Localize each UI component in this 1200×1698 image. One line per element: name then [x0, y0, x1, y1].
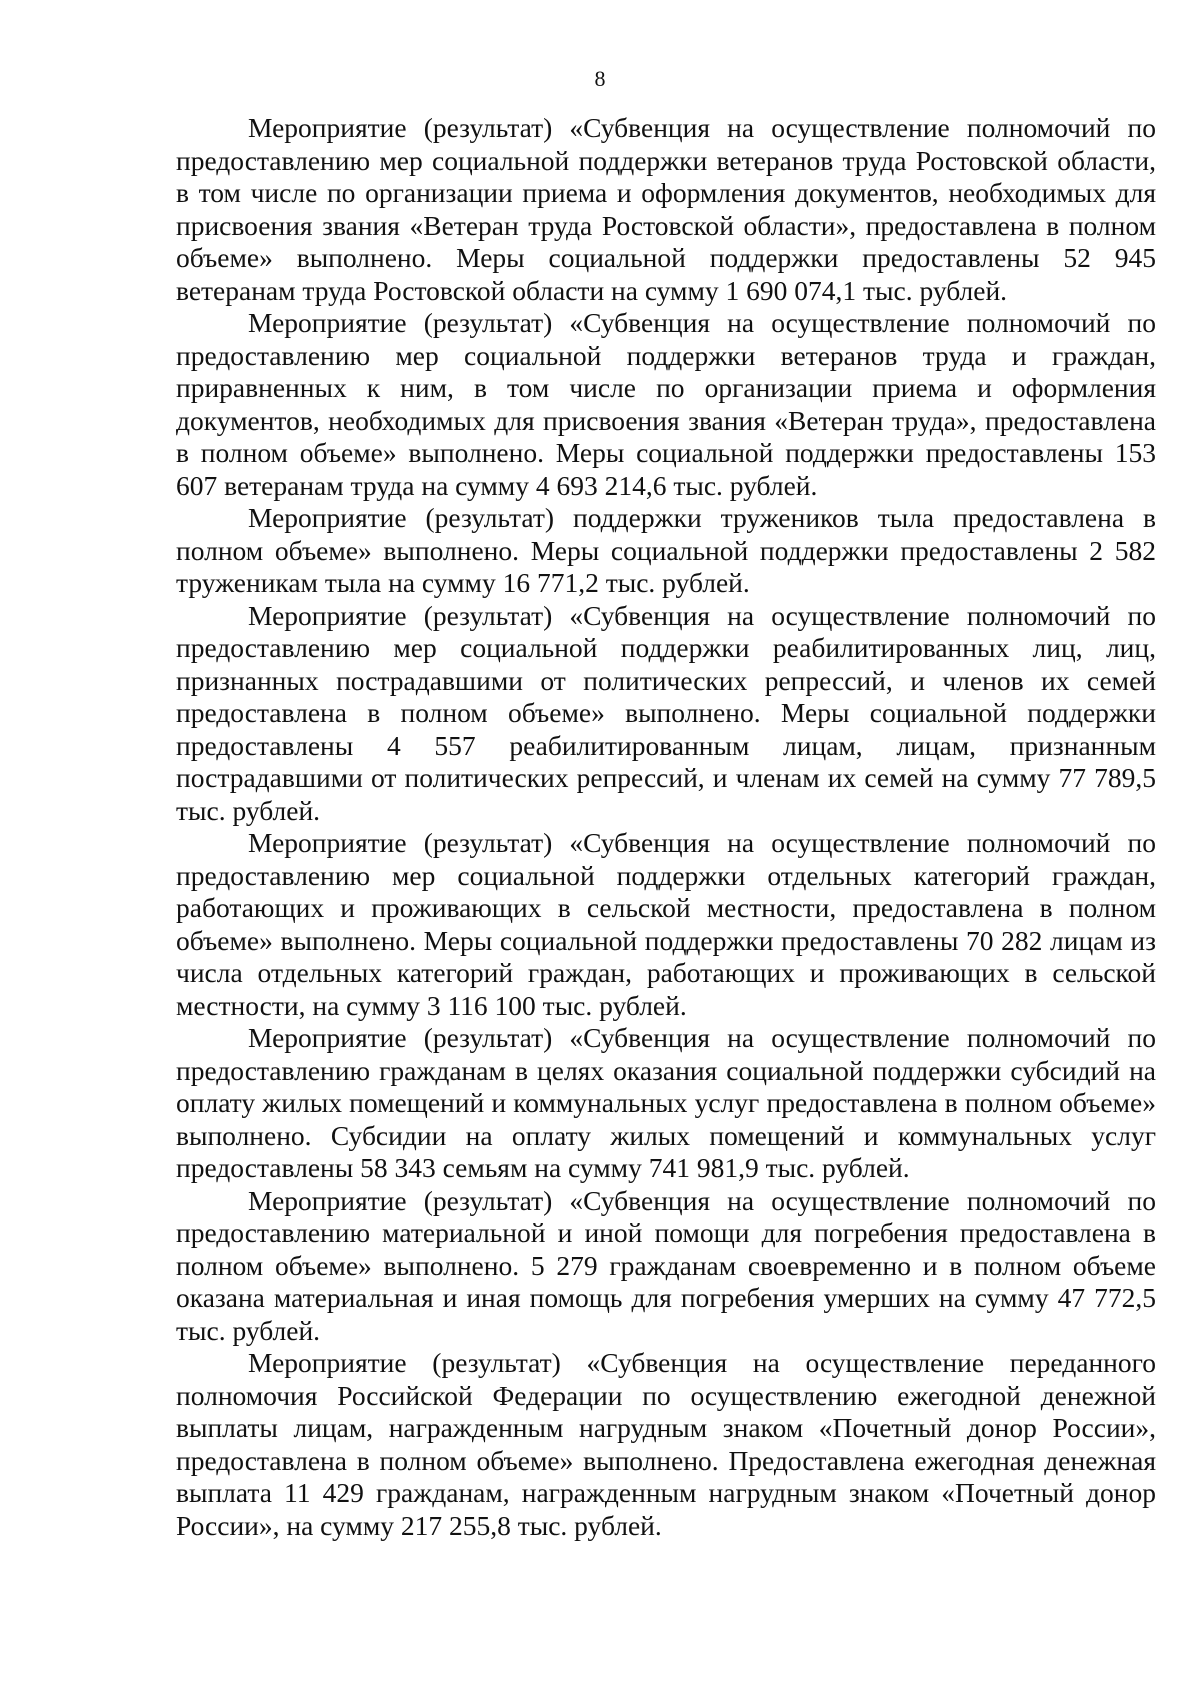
page-number: 8: [594, 66, 606, 91]
paragraph-home-front-workers: Мероприятие (результат) поддержки тружеников тыла предоставлена в полном объеме» выполнено. Меры социальной поддержки предоставлены 2 582 труженикам тыла на сумму 16 771,2 тыс. рублей.: [176, 502, 1156, 598]
paragraph-veterans-labor: Мероприятие (результат) «Субвенция на осуществление полномочий по предоставлению мер социальной поддержки ветеранов труда и граждан, приравненных к ним, в том числе по организации приема и оформления документов, необходимых для присвоения звания «Ветеран труда», предоставлена в полном объеме» выполнено. Меры социальной поддержки предоставлены 153 607 ветеранам труда на сумму 4 693 214,6 тыс. рублей.: [176, 307, 1156, 501]
paragraph-burial-assistance: Мероприятие (результат) «Субвенция на осуществление полномочий по предоставлению материальной и иной помощи для погребения предоставлена в полном объеме» выполнено. 5 279 гражданам своевременно и в полном объеме оказана материальная и иная помощь для погребения умерших на сумму 47 772,5 тыс. рублей.: [176, 1184, 1156, 1346]
paragraph-veterans-rostov: Мероприятие (результат) «Субвенция на осуществление полномочий по предоставлению мер социальной поддержки ветеранов труда Ростовской области, в том числе по организации приема и оформления документов, необходимых для присвоения звания «Ветеран труда Ростовской области», предоставлена в полном объеме» выполнено. Меры социальной поддержки предоставлены 52 945 ветеранам труда Ростовской области на сумму 1 690 074,1 тыс. рублей.: [176, 112, 1156, 306]
paragraph-rehabilitated-persons: Мероприятие (результат) «Субвенция на осуществление полномочий по предоставлению мер социальной поддержки реабилитированных лиц, лиц, признанных пострадавшими от политических репрессий, и членов их семей предоставлена в полном объеме» выполнено. Меры социальной поддержки предоставлены 4 557 реабилитированным лицам, лицам, признанным пострадавшими от политических репрессий, и членам их семей на сумму 77 789,5 тыс. рублей.: [176, 599, 1156, 826]
document-body: [176, 112, 1156, 1542]
paragraph-housing-subsidies: Мероприятие (результат) «Субвенция на осуществление полномочий по предоставлению гражданам в целях оказания социальной поддержки субсидий на оплату жилых помещений и коммунальных услуг предоставлена в полном объеме» выполнено. Субсидии на оплату жилых помещений и коммунальных услуг предоставлены 58 343 семьям на сумму 741 981,9 тыс. рублей.: [176, 1022, 1156, 1183]
paragraph-honorary-donor: Мероприятие (результат) «Субвенция на осуществление переданного полномочия Российской Федерации по осуществлению ежегодной денежной выплаты лицам, награжденным нагрудным знаком «Почетный донор России», предоставлена в полном объеме» выполнено. Предоставлена ежегодная денежная выплата 11 429 гражданам, награжденным нагрудным знаком «Почетный донор России», на сумму 217 255,8 тыс. рублей.: [176, 1347, 1156, 1541]
paragraph-rural-citizens: Мероприятие (результат) «Субвенция на осуществление полномочий по предоставлению мер социальной поддержки отдельных категорий граждан, работающих и проживающих в сельской местности, предоставлена в полном объеме» выполнено. Меры социальной поддержки предоставлены 70 282 лицам из числа отдельных категорий граждан, работающих и проживающих в сельской местности, на сумму 3 116 100 тыс. рублей.: [176, 827, 1156, 1021]
